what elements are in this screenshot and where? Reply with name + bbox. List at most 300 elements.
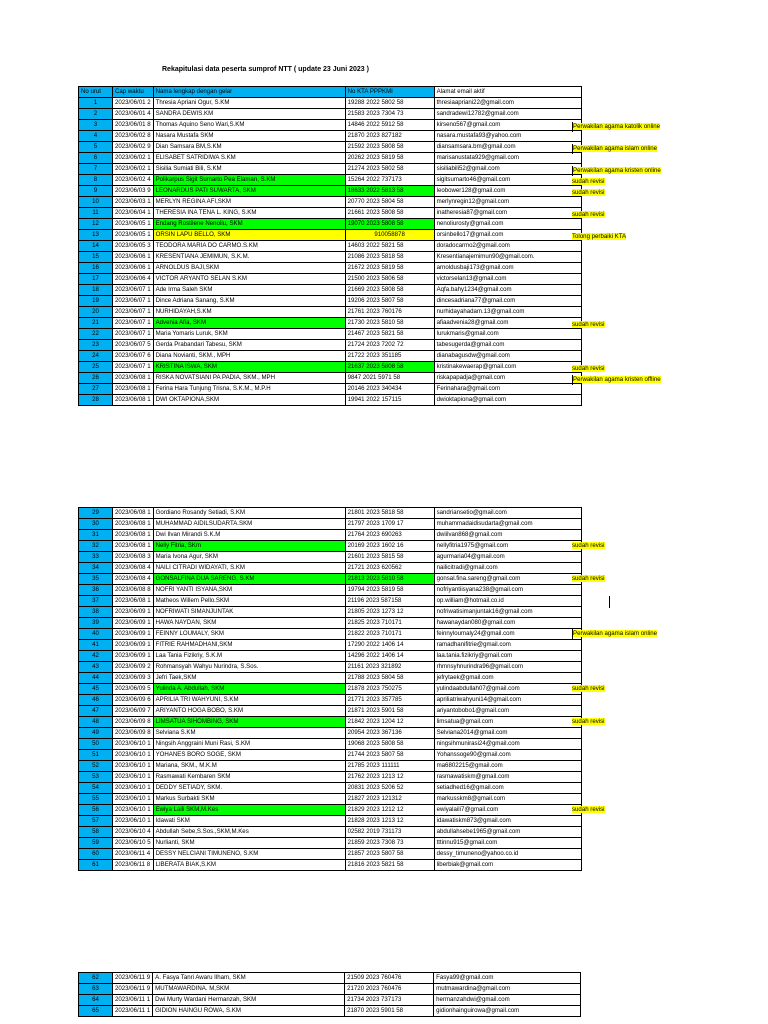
header-nama: Nama lengkap dengan gelar (153, 87, 345, 98)
cell-kta: 21827 2023 121312 (345, 794, 434, 805)
cell-email: leobower128@gmail.com (434, 186, 581, 197)
cell-email: ewiyalaili7@gmail.com (434, 805, 581, 816)
cell-email: sandriansetio@gmail.com (434, 508, 581, 519)
cell-cap-waktu: 2023/06/08 4 (113, 574, 154, 585)
cell-cap-waktu: 2023/06/11 1 (113, 1006, 153, 1017)
cell-nama: ARIYANTO HOGA BOBO, S.KM (153, 706, 345, 717)
table-row (79, 197, 582, 208)
table-row (79, 772, 582, 783)
cell-cap-waktu: 2023/06/08 1 (113, 384, 154, 395)
cell-kta: 21721 2023 620562 (345, 563, 434, 574)
cell-cap-waktu: 2023/06/11 9 (113, 973, 153, 984)
table-row (79, 230, 582, 241)
note-label: sudah revisi (572, 718, 605, 725)
cell-nama: KRISTINA ISWA, SKM (153, 362, 345, 373)
cell-kta: 19941 2022 157115 (345, 395, 434, 406)
cell-nama: Ade Irma Saleh SKM (153, 285, 345, 296)
cell-kta: 21274 2023 5802 58 (345, 164, 434, 175)
cell-email: thresiaapriani22@gmail.com (434, 98, 581, 109)
cell-kta: 14846 2022 5912 58 (345, 120, 434, 131)
table-row (79, 728, 582, 739)
cell-no-urut: 25 (79, 362, 113, 373)
cell-nama: Ferina Hara Tunjung Trisna, S.K.M., M.P.H (153, 384, 345, 395)
table-row (79, 1006, 581, 1017)
cell-no-urut: 47 (79, 706, 113, 717)
note-label: Perwakilan agama kristen online (573, 167, 661, 174)
cell-kta: 21509 2023 760476 (345, 973, 434, 984)
cell-cap-waktu: 2023/06/01 2 (113, 98, 154, 109)
table-row (79, 783, 582, 794)
cell-email: apriliatriwahyuni14@gmail.com (434, 695, 581, 706)
cell-no-urut: 10 (79, 197, 113, 208)
cell-email: nurhidayahadam.13@gmail.com (434, 307, 581, 318)
cell-kta: 21822 2023 710171 (345, 629, 434, 640)
cell-nama: Selviana S.KM (153, 728, 345, 739)
cell-nama: Abdullah Sebe,S.Sos.,SKM,M.Kes (153, 827, 345, 838)
header-kta: No KTA PPPKMI (345, 87, 434, 98)
note-label: Perwakilan agama islam online (573, 145, 658, 152)
cell-no-urut: 52 (79, 761, 113, 772)
cell-no-urut: 9 (79, 186, 113, 197)
cell-nama: DWI OKTAPIONA,SKM (153, 395, 345, 406)
cell-no-urut: 1 (79, 98, 113, 109)
cell-cap-waktu: 2023/06/08 8 (113, 585, 154, 596)
table-row (79, 318, 582, 329)
cell-nama: NURHIDAYAH,S.KM (153, 307, 345, 318)
cell-cap-waktu: 2023/06/10 1 (113, 761, 154, 772)
note-row-7 (572, 166, 661, 176)
cell-no-urut: 24 (79, 351, 113, 362)
cell-kta: 21805 2023 1273 12 (345, 607, 434, 618)
cell-email: sandradewi12782@gmail.com (434, 109, 581, 120)
cell-email: Ferinahara@gmail.com (434, 384, 581, 395)
cell-cap-waktu: 2023/06/10 1 (113, 794, 154, 805)
cell-kta: 21672 2023 5819 58 (345, 263, 434, 274)
cell-cap-waktu: 2023/06/08 3 (113, 552, 154, 563)
cell-email: riskapapadja@gmail.com (434, 373, 581, 384)
cell-email: Selviana2014@gmail.com (434, 728, 581, 739)
header-email: Alamat email aktif (434, 87, 581, 98)
note-label: Perwakilan agama islam online (573, 630, 658, 637)
cell-no-urut: 59 (79, 838, 113, 849)
cell-cap-waktu: 2023/06/02 1 (113, 164, 154, 175)
cell-email: sisiliabili52@gmail.com (434, 164, 581, 175)
cell-no-urut: 30 (79, 519, 113, 530)
cell-cap-waktu: 2023/06/11 8 (113, 860, 154, 871)
cell-nama: Maria Ivona Agur, SKM (153, 552, 345, 563)
cell-email: lurukmaris@gmail.com (434, 329, 581, 340)
cell-email: dwioktapiona@gmail.com (434, 395, 581, 406)
table-row (79, 706, 582, 717)
cell-email: ramadhanifitrie@gmail.com (434, 640, 581, 651)
table-row (79, 120, 582, 131)
cell-nama: Nelly Fitria, SKm (153, 541, 345, 552)
cell-no-urut: 37 (79, 596, 113, 607)
cell-cap-waktu: 2023/06/03 1 (113, 197, 154, 208)
cell-cap-waktu: 2023/06/11 1 (113, 995, 153, 1006)
cell-no-urut: 8 (79, 175, 113, 186)
cell-nama: NAILI CITRADI WIDAYATI, S.KM (153, 563, 345, 574)
cell-nama: Gerda Prabandari Tabesu, SKM (153, 340, 345, 351)
cell-nama: FITRIE RAHMADHANI,SKM (153, 640, 345, 651)
cell-no-urut: 12 (79, 219, 113, 230)
table-row (79, 860, 582, 871)
cell-email: Fasya99@gmail.com (434, 973, 581, 984)
cell-nama: ARNOLDUS BAJI,SKM (153, 263, 345, 274)
cell-kta: 21086 2023 5818 58 (345, 252, 434, 263)
cell-no-urut: 38 (79, 607, 113, 618)
cell-nama: GONSALFINA DUA SARENG, S.KM (153, 574, 345, 585)
cell-nama: Dwi Ilvan Mirandi S.K.M (153, 530, 345, 541)
cell-kta: 20954 2023 367136 (345, 728, 434, 739)
table-row (79, 816, 582, 827)
note-row-3 (572, 122, 660, 132)
cell-kta: 20146 2023 340434 (345, 384, 434, 395)
table-row (79, 984, 581, 995)
cell-email: orsinbello17@gmail.com (434, 230, 581, 241)
cell-kta: 21661 2023 5808 58 (345, 208, 434, 219)
cell-cap-waktu: 2023/06/08 1 (113, 508, 154, 519)
cell-no-urut: 35 (79, 574, 113, 585)
note-row-9 (572, 188, 605, 198)
cell-email: rhmnsyhnurindra96@gmail.com (434, 662, 581, 673)
note-label: sudah revisi (572, 575, 605, 582)
header-cap-waktu: Cap waktu (113, 87, 154, 98)
cell-no-urut: 45 (79, 684, 113, 695)
cell-cap-waktu: 2023/06/02 4 (113, 175, 154, 186)
cell-nama: Rohmansyah Wahyu Nurindra, S.Sos. (153, 662, 345, 673)
cell-kta: 21788 2023 5804 58 (345, 673, 434, 684)
cell-cap-waktu: 2023/06/09 2 (113, 662, 154, 673)
cell-nama: LIMSATUA SIHOMBING, SKM (153, 717, 345, 728)
table-row (79, 109, 582, 120)
note-row-11 (572, 210, 605, 220)
cell-no-urut: 21 (79, 318, 113, 329)
cell-no-urut: 43 (79, 662, 113, 673)
cell-email: hawanaydan080@gmail.com (434, 618, 581, 629)
cell-kta: 19068 2023 5808 58 (345, 739, 434, 750)
cell-kta: 21196 2023 587158 (345, 596, 434, 607)
table-row (79, 662, 582, 673)
cell-no-urut: 51 (79, 750, 113, 761)
cell-cap-waktu: 2023/06/06 1 (113, 252, 154, 263)
cell-kta: 18633 2022 5813 58 (345, 186, 434, 197)
cell-kta: 21500 2023 5806 58 (345, 274, 434, 285)
cell-cap-waktu: 2023/06/02 8 (113, 131, 154, 142)
table-header-row (79, 87, 582, 98)
cell-cap-waktu: 2023/06/08 1 (113, 530, 154, 541)
cell-kta: 14603 2022 5821 58 (345, 241, 434, 252)
cell-cap-waktu: 2023/06/01 8 (113, 120, 154, 131)
data-table-block-3 (78, 972, 581, 1017)
cell-nama: LEONARDUS PATI SUWARTA, SKM (153, 186, 345, 197)
cell-nama: Diana Novianti, SKM., MPH (153, 351, 345, 362)
cell-kta: 19206 2023 5807 58 (345, 296, 434, 307)
cell-kta: 21797 2023 1709 17 (345, 519, 434, 530)
cell-kta: 21762 2023 1213 12 (345, 772, 434, 783)
cell-no-urut: 6 (79, 153, 113, 164)
table-row (79, 750, 582, 761)
note-row-56 (572, 805, 605, 815)
cell-email: jefrytaek@gmail.com (434, 673, 581, 684)
cell-cap-waktu: 2023/06/02 9 (113, 142, 154, 153)
note-label: sudah revisi (572, 189, 605, 196)
cell-no-urut: 16 (79, 263, 113, 274)
cell-kta: 21730 2023 5810 58 (345, 318, 434, 329)
cell-no-urut: 2 (79, 109, 113, 120)
table-row (79, 618, 582, 629)
cell-nama: ORSIN LAPU BELLO, SKM (153, 230, 345, 241)
table-row (79, 351, 582, 362)
data-table-block-2 (78, 507, 582, 871)
cell-no-urut: 5 (79, 142, 113, 153)
cell-email: kristinakewaerap@gmail.com (434, 362, 581, 373)
cell-cap-waktu: 2023/06/08 1 (113, 395, 154, 406)
cell-nama: Laa Tania Fizikriy, S.K.M (153, 651, 345, 662)
cell-nama: KRESENTIANA JEMIMUN, S.K.M. (153, 252, 345, 263)
cell-email: nellyfitria1975@gmail.com (434, 541, 581, 552)
table-row (79, 651, 582, 662)
cell-kta: 20169 2023 1602 16 (345, 541, 434, 552)
cell-nama: Matheos Willem Pello.SKM (153, 596, 345, 607)
cell-kta: 21467 2023 5821 58 (345, 329, 434, 340)
cell-cap-waktu: 2023/06/09 3 (113, 673, 154, 684)
cell-cap-waktu: 2023/06/11 9 (113, 984, 153, 995)
cell-no-urut: 64 (79, 995, 113, 1006)
cell-nama: TEODORA MARIA DO CARMO.S.KM (153, 241, 345, 252)
cell-nama: VICTOR ARYANTO SELAN S.KM (153, 274, 345, 285)
cell-no-urut: 41 (79, 640, 113, 651)
cell-email: Kresentianajemimun90@gmail.com. (434, 252, 581, 263)
cell-nama: A. Fasya Tanri Awaru Ilham, SKM (153, 973, 345, 984)
table-row (79, 142, 582, 153)
cell-cap-waktu: 2023/06/09 6 (113, 695, 154, 706)
cell-cap-waktu: 2023/06/08 4 (113, 563, 154, 574)
cell-no-urut: 11 (79, 208, 113, 219)
cell-email: gonsal.fina.sareng@gmail.com (434, 574, 581, 585)
cell-cap-waktu: 2023/06/09 7 (113, 706, 154, 717)
cell-cap-waktu: 2023/06/03 9 (113, 186, 154, 197)
cell-nama: Dwi Murty Wardani Hermanzah, SKM (153, 995, 345, 1006)
cell-kta: 21801 2023 5818 58 (345, 508, 434, 519)
table-row (79, 131, 582, 142)
cell-cap-waktu: 2023/06/08 1 (113, 596, 154, 607)
cell-email: afiaadvenia28@gmail.com (434, 318, 581, 329)
cell-cap-waktu: 2023/06/07 6 (113, 351, 154, 362)
table-row (79, 340, 582, 351)
table-row (79, 384, 582, 395)
cell-nama: FEINNY LOUMALY, SKM (153, 629, 345, 640)
table-row (79, 849, 582, 860)
cell-nama: MUTMAWARDINA. M,SKM (153, 984, 345, 995)
cell-email: op.william@hotmail.co.id (434, 596, 581, 607)
cell-no-urut: 14 (79, 241, 113, 252)
cell-nama: Ningsih Anggraini Muni Rasi, S.KM (153, 739, 345, 750)
cell-cap-waktu: 2023/06/09 1 (113, 618, 154, 629)
cell-nama: NOFRIWATI SIMANJUNTAK (153, 607, 345, 618)
cell-cap-waktu: 2023/06/07 1 (113, 285, 154, 296)
cell-email: markusskm8@gmail.com (434, 794, 581, 805)
cell-email: agurmaria04@gmail.com (434, 552, 581, 563)
cell-kta: 21870 2023 827182 (345, 131, 434, 142)
cell-nama: Dince Adriana Sanang, S.KM (153, 296, 345, 307)
cell-email: muhammadaidisudarta@gmail.com (434, 519, 581, 530)
cell-nama: Jefri Taek,SKM (153, 673, 345, 684)
cell-no-urut: 55 (79, 794, 113, 805)
cell-no-urut: 36 (79, 585, 113, 596)
cell-cap-waktu: 2023/06/07 1 (113, 362, 154, 373)
cell-nama: THERESIA INA TENA L. KING, S.KM (153, 208, 345, 219)
table-row (79, 794, 582, 805)
cell-nama: Endang Rostilene Nenoliu, SKM (153, 219, 345, 230)
cell-kta: 19070 2023 5808 58 (345, 219, 434, 230)
note-label: sudah revisi (572, 365, 605, 372)
cell-no-urut: 3 (79, 120, 113, 131)
cell-nama: Mariana, SKM., M.K.M (153, 761, 345, 772)
cell-cap-waktu: 2023/06/07 5 (113, 340, 154, 351)
cell-email: abdullahsebe1965@gmail.com (434, 827, 581, 838)
cell-no-urut: 22 (79, 329, 113, 340)
cell-no-urut: 19 (79, 296, 113, 307)
table-row (79, 362, 582, 373)
note-row-25 (572, 364, 605, 374)
cell-no-urut: 54 (79, 783, 113, 794)
cell-kta: 21870 2023 5901 58 (345, 1006, 434, 1017)
cell-nama: Nasara Mustafa SKM (153, 131, 345, 142)
cell-nama: MERLYN REGINA AFI,SKM (153, 197, 345, 208)
cell-email: idawatiskm873@gmail.com (434, 816, 581, 827)
cell-no-urut: 57 (79, 816, 113, 827)
cell-cap-waktu: 2023/06/09 1 (113, 651, 154, 662)
note-row-35 (572, 574, 605, 584)
table-row (79, 827, 582, 838)
table-row (79, 395, 582, 406)
table-row (79, 673, 582, 684)
cell-nama: Ewiya Laili SKM,M.Kes (153, 805, 345, 816)
cell-email: nofriyantiisyana238@gmail.com (434, 585, 581, 596)
cell-cap-waktu: 2023/06/09 8 (113, 728, 154, 739)
cell-email: feinnyloumaly24@gmail.com (434, 629, 581, 640)
cell-email: ariyantobobo1@gmail.com (434, 706, 581, 717)
cell-kta: 21734 2023 737173 (345, 995, 434, 1006)
cell-email: dincesadriana77@gmail.com (434, 296, 581, 307)
cell-no-urut: 50 (79, 739, 113, 750)
cell-no-urut: 29 (79, 508, 113, 519)
cell-kta: 14296 2022 1406 14 (345, 651, 434, 662)
note-row-32 (572, 541, 605, 551)
cell-cap-waktu: 2023/06/08 1 (113, 541, 154, 552)
note-label: sudah revisi (572, 178, 605, 185)
cell-no-urut: 23 (79, 340, 113, 351)
cell-email: ningsihmunirasi24@gmail.com (434, 739, 581, 750)
table-row (79, 541, 582, 552)
cell-kta: 19288 2022 5802 58 (345, 98, 434, 109)
table-row (79, 684, 582, 695)
table-row (79, 552, 582, 563)
table-row (79, 607, 582, 618)
cell-cap-waktu: 2023/06/07 1 (113, 296, 154, 307)
cell-kta: 15264 2022 737173 (345, 175, 434, 186)
cell-email: laa.tania.fizikriy@gmail.com (434, 651, 581, 662)
table-row (79, 838, 582, 849)
cell-nama: Rasmawati Kembaren SKM (153, 772, 345, 783)
cell-cap-waktu: 2023/06/06 4 (113, 274, 154, 285)
cell-kta: 19794 2023 5819 58 (345, 585, 434, 596)
cell-kta: 21583 2023 7304 73 (345, 109, 434, 120)
cell-email: inatheresia87@gmail.com (434, 208, 581, 219)
cell-no-urut: 44 (79, 673, 113, 684)
cell-kta: 21859 2023 7308 73 (345, 838, 434, 849)
cell-kta: 21761 2023 760176 (345, 307, 434, 318)
cell-nama: YOHANES BORO SOGE, SKM (153, 750, 345, 761)
cell-nama: Advenia Afia, SKM (153, 318, 345, 329)
table-row (79, 739, 582, 750)
cell-cap-waktu: 2023/06/08 1 (113, 519, 154, 530)
cell-cap-waktu: 2023/06/10 1 (113, 805, 154, 816)
cell-email: yulindaabdullah07@gmail.com (434, 684, 581, 695)
cell-nama: Sisilia Sumiati Bili, S.KM (153, 164, 345, 175)
cell-no-urut: 39 (79, 618, 113, 629)
cell-no-urut: 18 (79, 285, 113, 296)
table-row (79, 241, 582, 252)
cell-cap-waktu: 2023/06/07 1 (113, 318, 154, 329)
cell-no-urut: 49 (79, 728, 113, 739)
table-row (79, 596, 582, 607)
cell-no-urut: 42 (79, 651, 113, 662)
cell-email: diansamsara.bm@gmail.com (434, 142, 581, 153)
cell-email: tttinnu915@gmail.com (434, 838, 581, 849)
note-label: Perwakilan agama kristen offline (573, 376, 661, 383)
table-row (79, 307, 582, 318)
cell-kta: 20770 2023 5804 58 (345, 197, 434, 208)
cell-cap-waktu: 2023/06/09 1 (113, 640, 154, 651)
cell-no-urut: 56 (79, 805, 113, 816)
table-row (79, 329, 582, 340)
cell-cap-waktu: 2023/06/05 3 (113, 241, 154, 252)
table-row (79, 629, 582, 640)
cell-email: liberbiak@gmail.com (434, 860, 581, 871)
cell-no-urut: 33 (79, 552, 113, 563)
cell-cap-waktu: 2023/06/11 4 (113, 849, 154, 860)
cell-cap-waktu: 2023/06/10 1 (113, 816, 154, 827)
cell-email: dessy_timuneno@yahoo.co.id (434, 849, 581, 860)
cell-email: hermanzahdwi@gmail.com (434, 995, 581, 1006)
cell-kta: 21878 2023 750275 (345, 684, 434, 695)
cell-email: victorselan13@gmail.com (434, 274, 581, 285)
cell-kta: 21744 2023 5807 58 (345, 750, 434, 761)
cell-nama: GIDION HAINGU ROWA, S.KM (153, 1006, 345, 1017)
cell-email: nasara.mustafa93@yahoo.com (434, 131, 581, 142)
cell-email: ma6802215@gmail.com (434, 761, 581, 772)
table-row (79, 761, 582, 772)
cell-nama: LIBERATA BIAK,S.KM (153, 860, 345, 871)
cell-nama: HAWA NAYDAN, SKM (153, 618, 345, 629)
cell-cap-waktu: 2023/06/08 1 (113, 373, 154, 384)
cell-no-urut: 28 (79, 395, 113, 406)
cell-email: marisanustata929@gmail.com (434, 153, 581, 164)
cell-kta: 17290 2022 1406 14 (345, 640, 434, 651)
page-title: Rekapitulasi data peserta sumprof NTT ( update 23 Juni 2023 ) (162, 66, 369, 73)
cell-no-urut: 26 (79, 373, 113, 384)
cell-cap-waktu: 2023/06/09 1 (113, 629, 154, 640)
cell-no-urut: 27 (79, 384, 113, 395)
table-row (79, 164, 582, 175)
cell-kta: 21592 2023 5808 58 (345, 142, 434, 153)
cell-email: kirseno567@gmail.com (434, 120, 581, 131)
cell-kta: 21813 2023 5810 58 (345, 574, 434, 585)
note-label: sudah revisi (572, 685, 605, 692)
table-row (79, 274, 582, 285)
